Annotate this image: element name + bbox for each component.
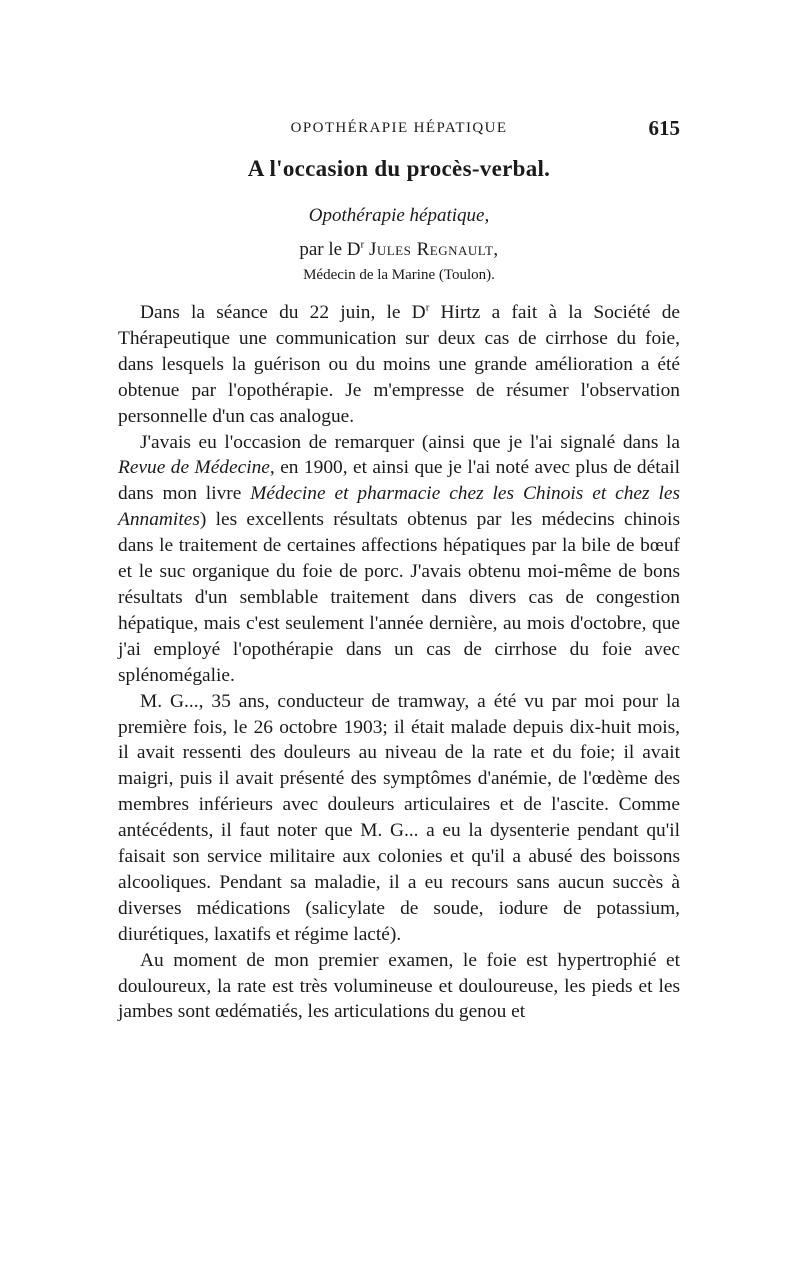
paragraph-1-superscript: r [425,301,430,314]
running-title: OPOTHÉRAPIE HÉPATIQUE [290,120,508,136]
paragraph-2-part-a: J'avais eu l'occasion de remarquer (ainsi que je l'ai signalé dans la [140,431,680,453]
cited-journal: Revue de Médecine [118,457,270,479]
author-name: Jules Regnault, [368,239,499,260]
paragraph-3: M. G..., 35 ans, conducteur de tramway, a été vu par moi pour la première fois, le 26 octobre 1903; il était malade depuis dix-huit mois, il avait ressenti des douleurs au niveau de la rate et du foie; il avait maigri, puis il avait présenté des symptômes d'anémie, de l'œdème des membres inférieurs avec douleurs articulaires et de l'ascite. Comme antécédents, il faut noter que M. G... a eu la dysenterie pendant qu'il faisait son service militaire aux colonies et qu'il a abusé des boissons alcooliques. Pendant sa maladie, il a eu recours sans aucun succès à diverses médications (salicylate de soude, iodure de potassium, diurétiques, laxatifs et régime lacté). [118,690,680,945]
paragraph-2 [118,430,680,689]
paragraph-1-part-a: Dans la séance du 22 juin, le D [140,302,426,323]
paragraph-4: Au moment de mon premier examen, le foie est hypertrophié et douloureux, la rate est très volumineuse et douloureuse, les pieds et les jambes sont œdématiés, les articulations du genou et [118,949,680,1023]
byline-prefix: par le D [299,239,361,260]
cited-book: Médecine et pharmacie chez les Chinois et chez les Annamites [118,483,680,531]
running-header [118,116,680,142]
article-title: A l'occasion du procès-verbal. [247,156,551,181]
author-affiliation: Médecin de la Marine (Toulon). [303,267,495,283]
byline-superscript: r [360,238,365,251]
author-byline [118,239,680,261]
paragraph-2-part-c: ) les excellents résultats obtenus par les médecins chinois dans le traitement de certaines affections hépatiques par la bile de bœuf et le suc organique du foie de porc. J'avais obtenu moi-même de bons résultats d'un semblable traitement dans divers cas de congestion hépatique, mais c'est seulement l'année dernière, au mois d'octobre, que j'ai employé l'opothérapie dans un cas de cirrhose du foie avec splénomégalie. [118,509,680,686]
paragraph-1 [118,300,680,430]
paragraph-1-part-b: Hirtz a fait à la Société de Thérapeutique une communication sur deux cas de cirrhose du foie, dans lesquels la guérison ou du moins une grande amélioration a été obtenue par l'opothérapie. Je m'empresse de résumer l'observation personnelle d'un cas analogue. [118,302,680,427]
paragraph-2-part-b: , en 1900, et ainsi que je l'ai noté avec plus de détail dans mon livre [118,457,681,505]
subtitle: Opothérapie hépatique, [308,205,490,226]
article-body [118,300,680,1025]
page-number: 615 [648,116,680,140]
